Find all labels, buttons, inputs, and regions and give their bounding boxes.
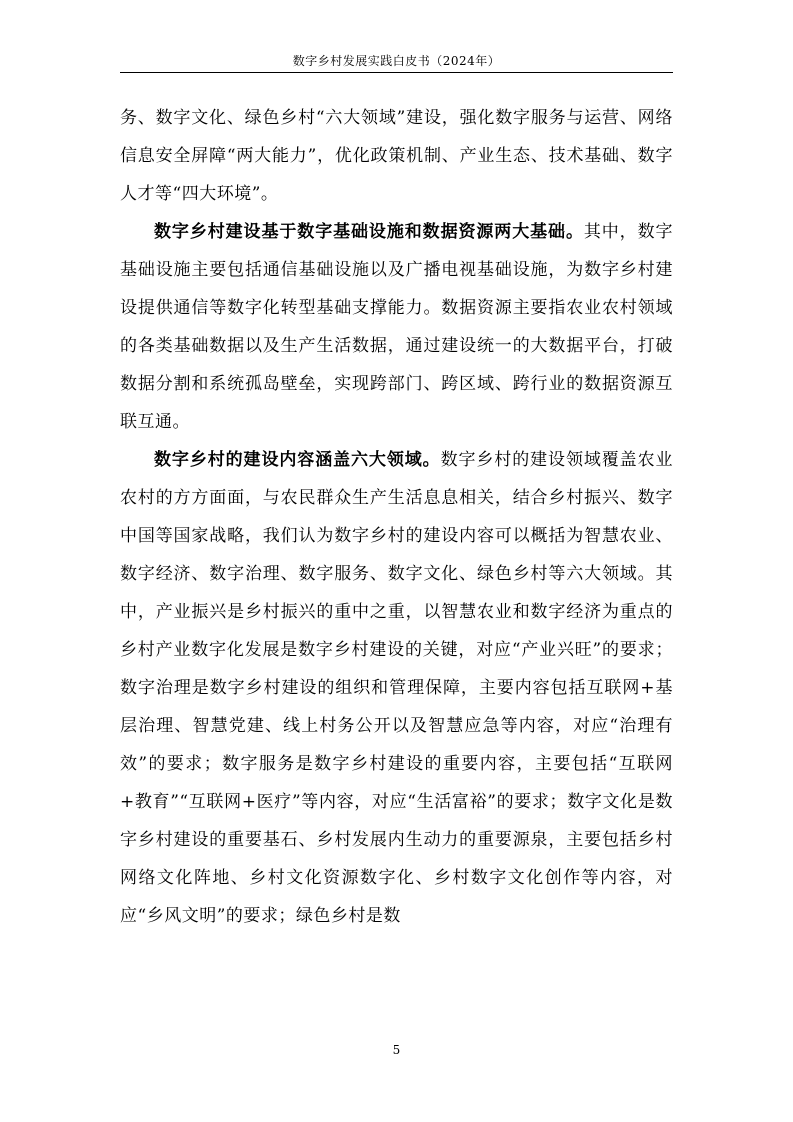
- paragraph: [120, 441, 673, 935]
- running-header: 数字乡村发展实践白皮书（2024年）: [292, 54, 501, 68]
- page-number: 5: [392, 1043, 401, 1057]
- body-text: [120, 99, 673, 935]
- paragraph-text: 其中，数字基础设施主要包括通信基础设施以及广播电视基础设施，为数字乡村建设提供通信等数字化转型基础支撑能力。数据资源主要指农业农村领域的各类基础数据以及生产生活数据，通过建设统一的大数据平台，打破数据分割和系统孤岛壁垒，实现跨部门、跨区域、跨行业的数据资源互联互通。: [120, 222, 674, 432]
- paragraph-lead: 数字乡村的建设内容涵盖六大领域。: [154, 450, 441, 470]
- header-rule: [120, 72, 673, 73]
- paragraph-lead: 数字乡村建设基于数字基础设施和数据资源两大基础。: [154, 222, 584, 242]
- paragraph-text: 数字乡村的建设领域覆盖农业农村的方方面面，与农民群众生产生活息息相关，结合乡村振兴、数字中国等国家战略，我们认为数字乡村的建设内容可以概括为智慧农业、数字经济、数字治理、数字服务、数字文化、绿色乡村等六大领域。其中，产业振兴是乡村振兴的重中之重，以智慧农业和数字经济为重点的乡村产业数字化发展是数字乡村建设的关键，对应“产业兴旺”的要求；数字治理是数字乡村建设的组织和管理保障，主要内容包括互联网+基层治理、智慧党建、线上村务公开以及智慧应急等内容，对应“治理有效”的要求；数字服务是数字乡村建设的重要内容，主要包括“互联网+教育”“互联网+医疗”等内容，对应“生活富裕”的要求；数字文化是数字乡村建设的重要基石、乡村发展内生动力的重要源泉，主要包括乡村网络文化阵地、乡村文化资源数字化、乡村数字文化创作等内容，对应“乡风文明”的要求；绿色乡村是数: [120, 450, 674, 926]
- paragraph: [120, 213, 673, 441]
- paragraph: [120, 99, 673, 213]
- paragraph-text: 务、数字文化、绿色乡村“六大领域”建设，强化数字服务与运营、网络信息安全屏障“两大能力”，优化政策机制、产业生态、技术基础、数字人才等“四大环境”。: [120, 108, 673, 204]
